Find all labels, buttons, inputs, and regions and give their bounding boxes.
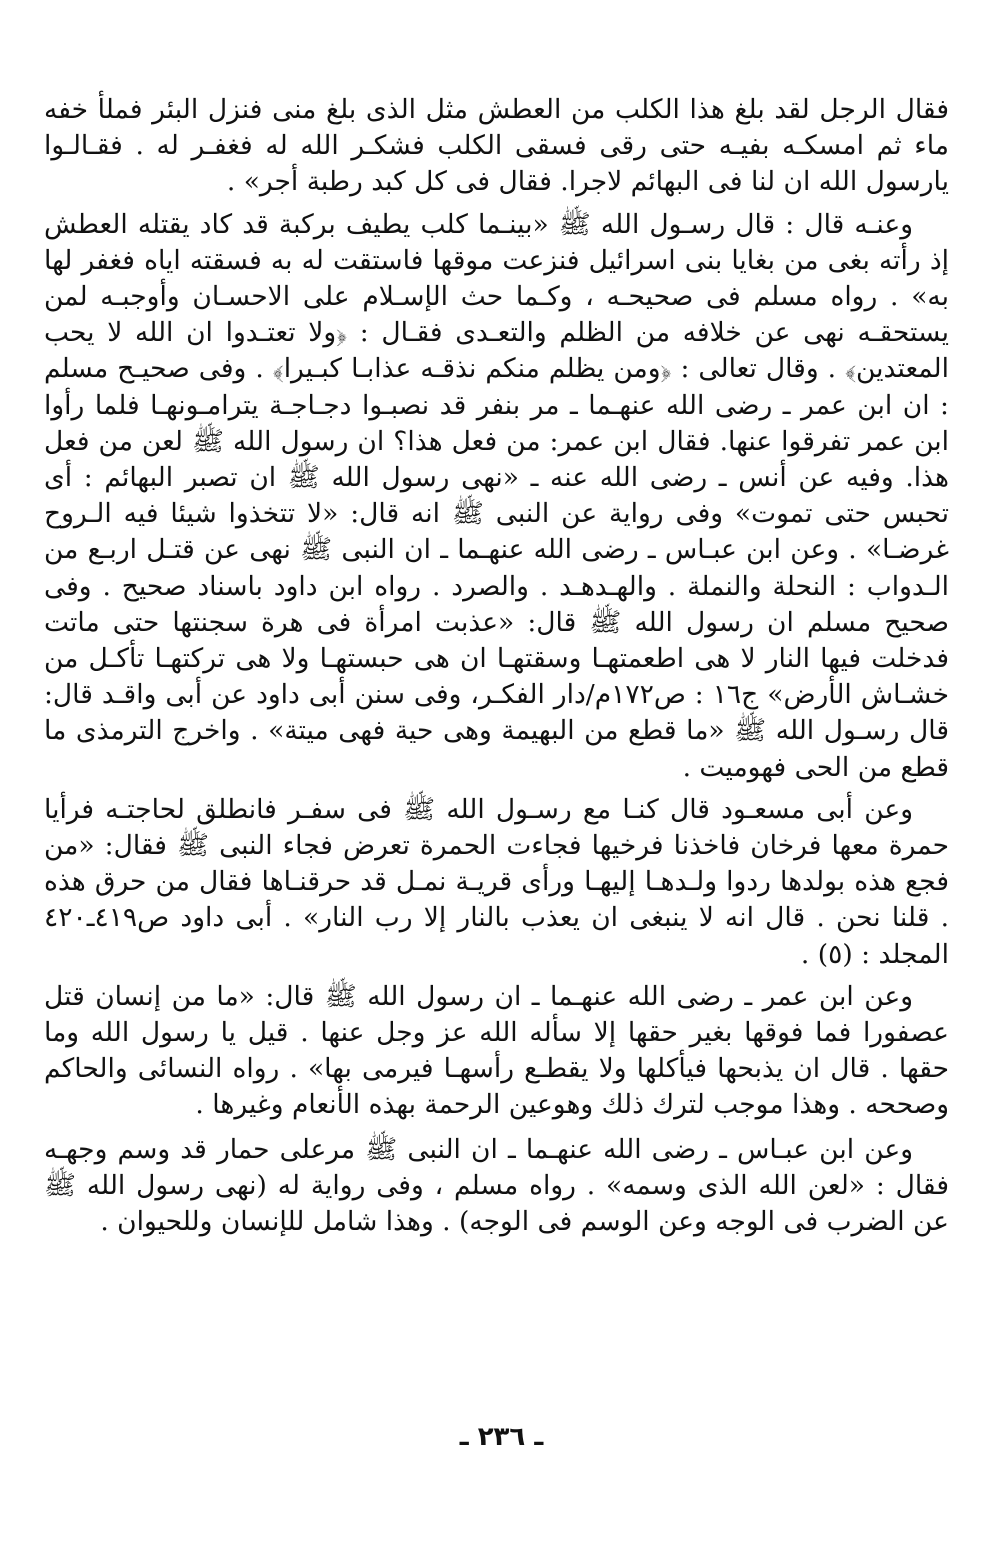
document-body	[44, 92, 949, 1240]
paragraph-2: وعنـه قال : قال رسـول الله ﷺ «بينـما كلب يطيف بركبة قد كاد يقتله العطش إذ رأته بغى من بغايا بنى اسرائيل فنزعت موقها فاستقت له به فسقته اياه فغفر لها به» . رواه مسلم فى صحيحـه ، وكـما حث الإسـلام على الاحسـان وأوجبـه لمن يستحقـه نهى عن خلافه من الظلم والتعـدى فقـال : ﴿ولا تعتـدوا ان الله لا يحب المعتدين﴾ . وقال تعالى : ﴿ومن يظلم منكم نذقـه عذابـا كبـيرا﴾ . وفى صحيـح مسلم : ان ابن عمر ـ رضى الله عنهـما ـ مر بنفر قد نصبـوا دجـاجـة يترامـونهـا فلما رأوا ابن عمر تفرقوا عنها. فقال ابن عمر: من فعل هذا؟ ان رسول الله ﷺ لعن من فعل هذا. وفيه عن أنس ـ رضى الله عنه ـ «نهى رسول الله ﷺ ان تصبر البهائم : أى تحبس حتى تموت» وفى رواية عن النبى ﷺ انه قال: «لا تتخذوا شيئا فيه الـروح غرضـا» . وعن ابن عبـاس ـ رضى الله عنهـما ـ ان النبى ﷺ نهى عن قتـل اربـع من الـدواب : النحلة والنملة . والهـدهـد . والصرد . رواه ابن داود باسناد صحيح . وفى صحيح مسلم ان رسول الله ﷺ قال: «عذبت امرأة فى هرة سجنتها حتى ماتت فدخلت فيها النار لا هى اطعمتهـا وسقتهـا ان هى حبستهـا ولا هى تركتهـا تأكـل من خشـاش الأرض» ج١٦ : ص١٧٢م/دار الفكـر، وفى سنن أبى داود عن أبى واقـد قال: قال رسـول الله ﷺ «ما قطع من البهيمة وهى حية فهى ميتة» . واخرج الترمذى ما قطع من الحى فهوميت .	[44, 208, 949, 783]
paragraph-4: وعن ابن عمر ـ رضى الله عنهـما ـ ان رسول الله ﷺ قال: «ما من إنسان قتل عصفورا فما فوقها بغير حقها إلا سأله الله عز وجل عنها . قيل يا رسول الله وما حقها . قال ان يذبحها فيأكلها ولا يقطـع رأسهـا فيرمى بها» . رواه النسائى والحاكم وصححه . وهذا موجب لترك ذلك وهوعين الرحمة بهذه الأنعام وغيرها .	[44, 980, 949, 1121]
document-page	[44, 92, 949, 1472]
paragraph-1: فقال الرجل لقد بلغ هذا الكلب من العطش مثل الذى بلغ منى فنزل البئر فملأ خفه ماء ثم امسكـه بفيـه حتى رقى فسقى الكلب فشكـر الله له فغفـر له . فقـالـوا يارسول الله ان لنا فى البهائم لاجرا. فقال فى كل كبد رطبة أجر» .	[44, 94, 949, 198]
page-number: ـ ٢٣٦ ـ	[459, 1422, 544, 1452]
paragraph-5: وعن ابن عبـاس ـ رضى الله عنهـما ـ ان النبى ﷺ مرعلى حمار قد وسم وجهـه فقال : «لعن الله الذى وسمه» . رواه مسلم ، وفى رواية له (نهى رسول الله ﷺ عن الضرب فى الوجه وعن الوسم فى الوجه) . وهذا شامل للإنسان وللحيوان .	[44, 1133, 949, 1238]
paragraph-3: وعن أبى مسعـود قال كنـا مع رسـول الله ﷺ فى سفـر فانطلق لحاجتـه فرأيا حمرة معها فرخان فاخذنا فرخيها فجاءت الحمرة تعرض فجاء النبى ﷺ فقال: «من فجع هذه بولدها ردوا ولـدهـا إليهـا ورأى قريـة نمـل قد حرقنـاها فقال من حرق هذه . قلنا نحن . قال انه لا ينبغى ان يعذب بالنار إلا رب النار» . أبى داود ص٤١٩ـ٤٢٠ المجلد : (٥) .	[44, 793, 949, 970]
